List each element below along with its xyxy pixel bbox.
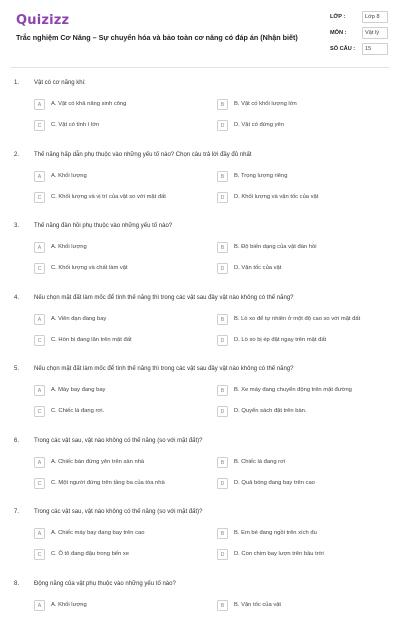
option-letter-box: B xyxy=(217,528,228,539)
option-letter-box: A xyxy=(34,385,45,396)
question-number: 2. xyxy=(14,151,20,158)
option-text: C. Một người đứng trên tầng ba của tòa nhà xyxy=(51,479,165,486)
option-text: D. Lò xo bị ép đặt ngay trên mặt đất xyxy=(234,336,327,343)
option-letter-box: B xyxy=(217,385,228,396)
option-text: D. Khối lượng và vận tốc của vật xyxy=(234,193,319,200)
question-item xyxy=(0,223,400,283)
option-text: A. Chiếc máy bay đang bay trên cao xyxy=(51,530,145,536)
option-text: C. Khối lượng và chất làm vật xyxy=(51,265,128,271)
question-number: 8. xyxy=(14,580,20,587)
option-letter-box: B xyxy=(217,457,228,468)
option-letter-box: B xyxy=(217,242,228,253)
option-letter-box: C xyxy=(34,549,45,560)
question-number: 7. xyxy=(14,509,20,515)
quizizz-logo: Quizizz xyxy=(16,13,70,28)
question-number: 1. xyxy=(14,80,20,86)
option-text: C. Chiếc lá đang rơi. xyxy=(51,408,105,414)
option-letter-box: A xyxy=(34,457,45,468)
worksheet-header xyxy=(0,0,400,66)
question-item xyxy=(0,152,400,212)
option-letter-box: B xyxy=(217,314,228,325)
option-letter-box: D xyxy=(217,549,228,560)
option-text: C. Ô tô đang đậu trong bến xe xyxy=(51,551,129,557)
option-letter-box: A xyxy=(34,99,45,110)
question-item xyxy=(0,438,400,498)
question-item xyxy=(0,509,400,569)
option-letter-box: D xyxy=(217,120,228,131)
meta-label-class: LỚP : xyxy=(330,14,346,20)
meta-row-question-count xyxy=(330,43,390,59)
option-text: A. Khối lượng xyxy=(51,601,87,608)
option-text: D. Vận tốc của vật xyxy=(234,265,282,271)
option-letter-box: D xyxy=(217,406,228,417)
question-item xyxy=(0,581,400,641)
option-text: A. Chiếc bàn đứng yên trên sàn nhà xyxy=(51,458,145,465)
option-letter-box: B xyxy=(217,600,228,611)
option-letter-box: C xyxy=(34,478,45,489)
option-letter-box: C xyxy=(34,335,45,346)
meta-row-class xyxy=(330,11,390,27)
option-text: A. Vật có khả năng sinh công xyxy=(51,101,127,107)
question-text: Trong các vật sau, vật nào không có thế năng (so với mặt đất)? xyxy=(34,509,203,515)
meta-label-question-count: SỐ CÂU : xyxy=(330,46,356,52)
question-text: Vật có cơ năng khi: xyxy=(34,80,86,86)
option-text: A. Viên đạn đang bay xyxy=(51,315,107,322)
option-letter-box: C xyxy=(34,120,45,131)
question-text: Động năng của vật phụ thuộc vào những yếu tố nào? xyxy=(34,580,176,587)
option-text: C. Hòn bi đang lăn trên mặt đất xyxy=(51,336,132,343)
option-text: D. Quyển sách đặt trên bàn. xyxy=(234,408,307,414)
question-text: Nếu chọn mặt đất làm mốc để tính thế năng thì trong các vật sau đây vật nào không có thế năng? xyxy=(34,366,294,372)
question-text: Thế năng hấp dẫn phụ thuộc vào những yếu tố nào? Chọn câu trả lời đầy đủ nhất xyxy=(34,151,252,158)
option-letter-box: A xyxy=(34,242,45,253)
meta-row-subject xyxy=(330,27,390,43)
meta-value-class: Lớp 8 xyxy=(365,14,380,20)
option-text: B. Lò xo để tự nhiên ở một độ cao so với mặt đất xyxy=(234,315,361,322)
option-text: B. Xe máy đang chuyển động trên mặt đường xyxy=(234,387,352,393)
option-letter-box: D xyxy=(217,192,228,203)
question-number: 3. xyxy=(14,223,20,229)
question-number: 5. xyxy=(14,366,20,372)
meta-value-subject: Vật lý xyxy=(365,30,379,36)
option-text: C. Khối lượng và vị trí của vật so với mặt đất xyxy=(51,193,166,200)
option-text: D. Quả bóng đang bay trên cao xyxy=(234,479,315,486)
question-text: Thế năng đàn hồi phụ thuộc vào những yếu tố nào? xyxy=(34,223,173,229)
option-letter-box: B xyxy=(217,171,228,182)
question-item xyxy=(0,295,400,355)
option-letter-box: D xyxy=(217,263,228,274)
option-text: B. Trọng lượng riêng xyxy=(234,172,288,179)
worksheet-title: Trắc nghiệm Cơ Năng – Sự chuyển hóa và bảo toàn cơ năng có đáp án (Nhận biết) xyxy=(16,33,298,42)
option-text: D. Vật có đứng yên xyxy=(234,122,284,128)
option-text: A. Máy bay đang bay xyxy=(51,387,106,393)
meta-value-question-count: 15 xyxy=(365,46,372,52)
option-text: C. Vật có tính ì lớn xyxy=(51,122,100,128)
option-letter-box: D xyxy=(217,335,228,346)
question-item xyxy=(0,366,400,426)
option-text: A. Khối lượng xyxy=(51,172,87,179)
option-letter-box: A xyxy=(34,314,45,325)
header-divider xyxy=(10,67,390,68)
question-text: Trong các vật sau, vật nào không có thế năng (so với mặt đất)? xyxy=(34,437,203,444)
question-number: 6. xyxy=(14,437,20,444)
question-text: Nếu chọn mặt đất làm mốc để tính thế năng thì trong các vật sau đây vật nào không có thế năng? xyxy=(34,294,294,301)
option-letter-box: A xyxy=(34,600,45,611)
option-letter-box: C xyxy=(34,192,45,203)
option-text: B. Vật có khối lượng lớn xyxy=(234,101,297,107)
option-letter-box: C xyxy=(34,406,45,417)
option-text: B. Độ biến dạng của vật đàn hồi xyxy=(234,244,317,250)
option-letter-box: B xyxy=(217,99,228,110)
option-letter-box: A xyxy=(34,171,45,182)
option-text: B. Chiếc lá đang rơi xyxy=(234,458,286,465)
meta-label-subject: MÔN : xyxy=(330,30,347,36)
option-text: B. Em bé đang ngồi trên xích đu xyxy=(234,530,317,536)
option-letter-box: D xyxy=(217,478,228,489)
option-letter-box: A xyxy=(34,528,45,539)
option-text: A. Khối lượng xyxy=(51,244,87,250)
option-letter-box: C xyxy=(34,263,45,274)
question-item xyxy=(0,80,400,140)
option-text: D. Con chim bay lượn trên bầu trời xyxy=(234,551,324,557)
option-text: B. Vận tốc của vật xyxy=(234,601,282,608)
worksheet-meta xyxy=(330,11,390,59)
question-number: 4. xyxy=(14,294,20,301)
